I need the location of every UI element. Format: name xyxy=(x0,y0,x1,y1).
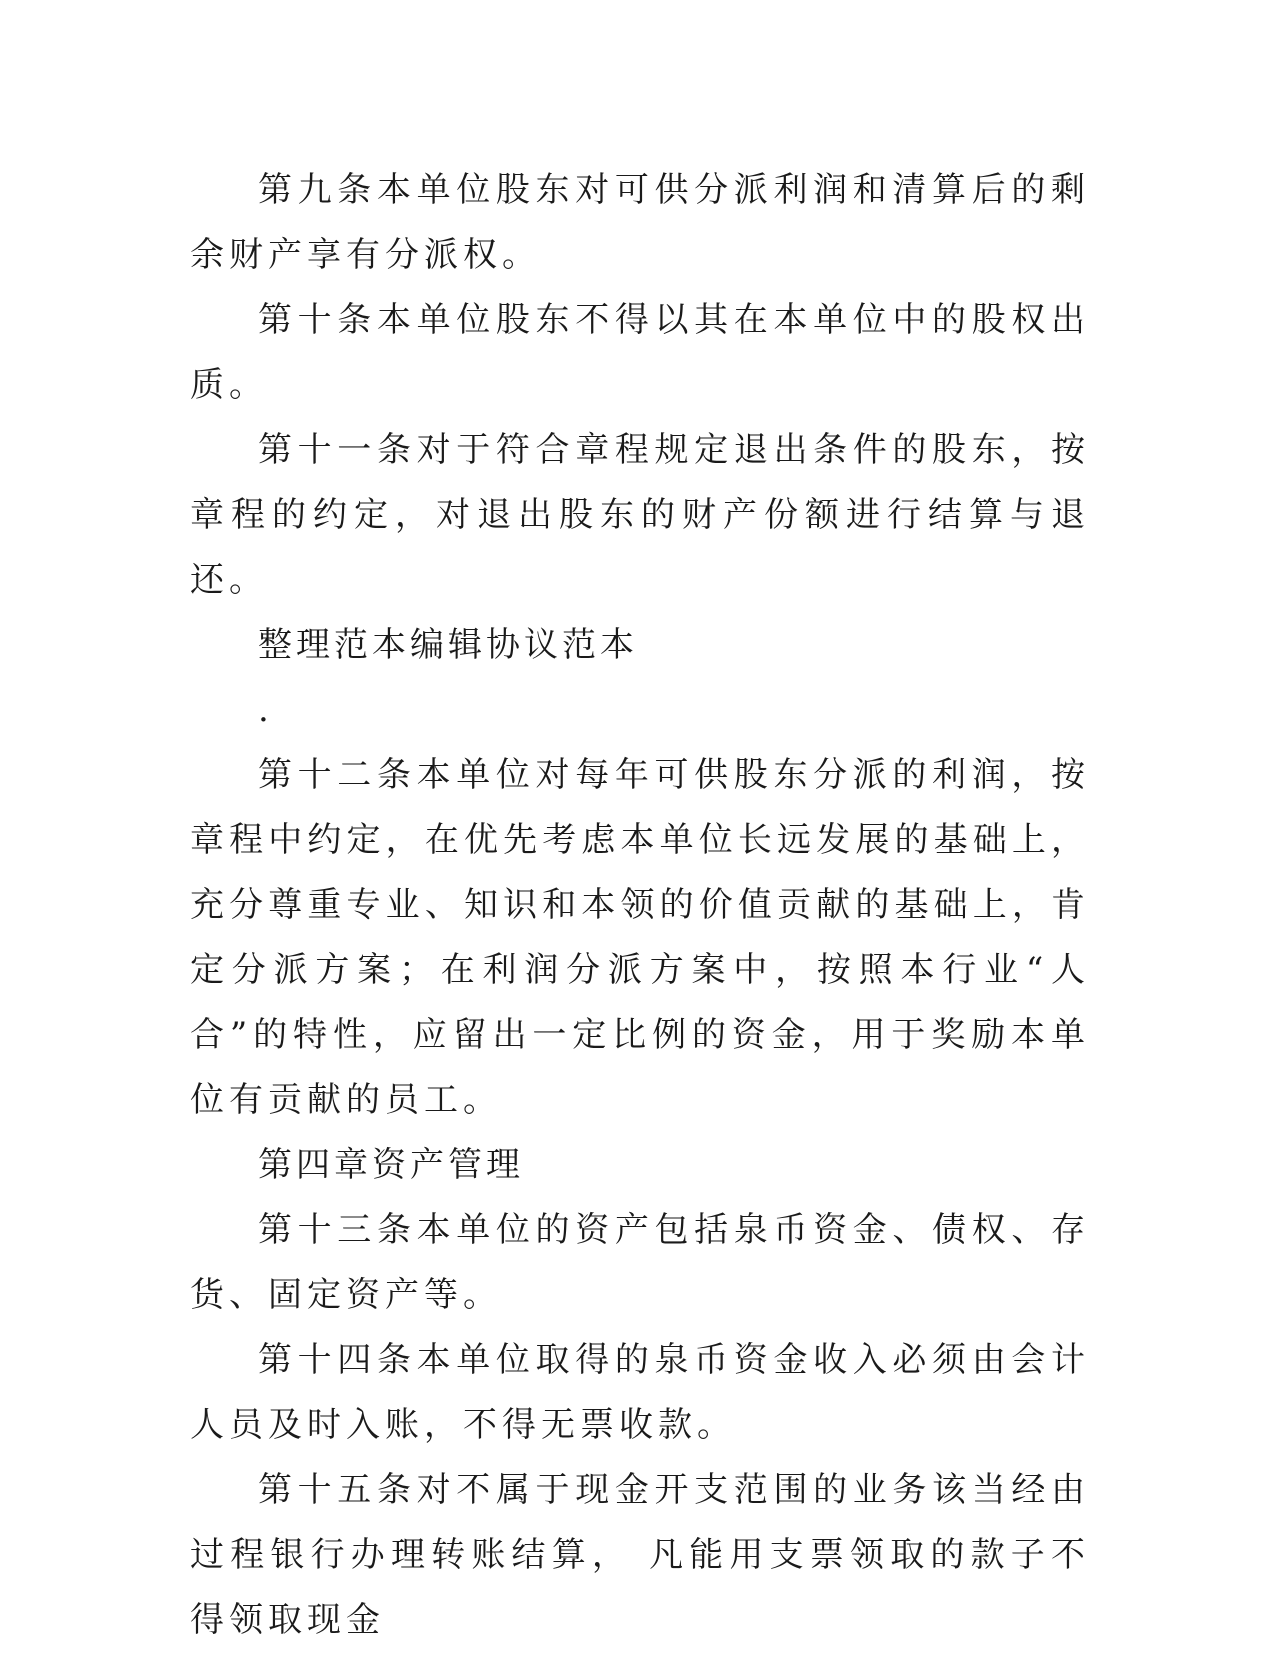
article-11-paragraph: 第十一条对于符合章程规定退出条件的股东，按章程的约定，对退出股东的财产份额进行结算与退还。 xyxy=(190,430,1090,600)
article-15-paragraph: 第十五条对不属于现金开支范围的业务该当经由过程银行办理转账结算， 凡能用支票领取的款子不得领取现金 xyxy=(190,1470,1090,1640)
template-note-line: 整理范本编辑协议范本 xyxy=(258,625,638,665)
document-body xyxy=(190,158,1090,1653)
article-13-paragraph: 第十三条本单位的资产包括泉币资金、债权、存货、固定资产等。 xyxy=(190,1210,1090,1315)
article-10-paragraph: 第十条本单位股东不得以其在本单位中的股权出质。 xyxy=(190,300,1090,405)
article-9-paragraph: 第九条本单位股东对可供分派利润和清算后的剩余财产享有分派权。 xyxy=(190,170,1090,275)
article-14-paragraph: 第十四条本单位取得的泉币资金收入必须由会计人员及时入账，不得无票收款。 xyxy=(190,1340,1090,1445)
article-12-paragraph: 第十二条本单位对每年可供股东分派的利润，按章程中约定，在优先考虑本单位长远发展的基础上，充分尊重专业、知识和本领的价值贡献的基础上，肯定分派方案；在利润分派方案中，按照本行业“人合”的特性，应留出一定比例的资金，用于奖励本单位有贡献的员工。 xyxy=(190,755,1090,1120)
dot-line: . xyxy=(258,690,269,730)
chapter-4-heading: 第四章资产管理 xyxy=(258,1145,524,1185)
